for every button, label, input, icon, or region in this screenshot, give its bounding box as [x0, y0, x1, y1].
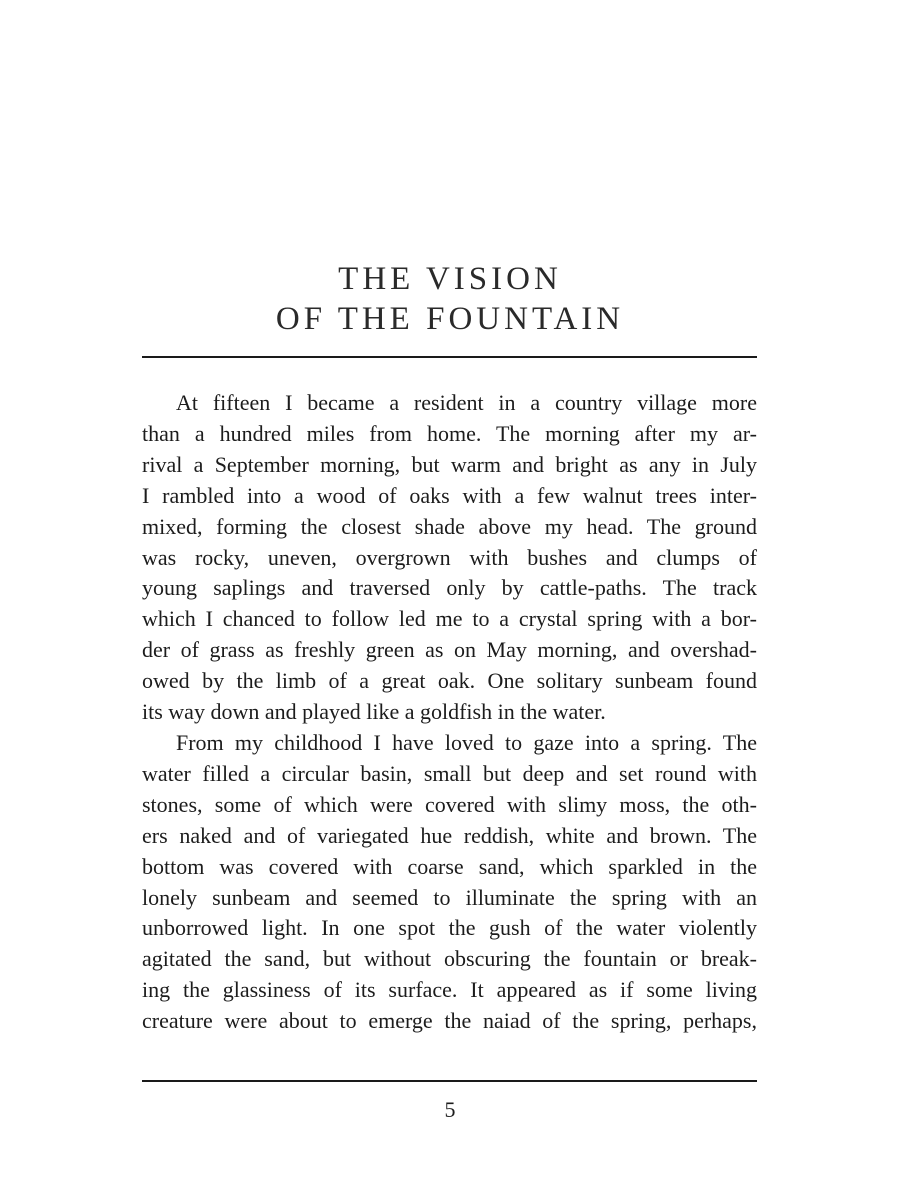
title-divider — [142, 356, 757, 358]
text-line: mixed, forming the closest shade above my head. The ground — [142, 513, 757, 539]
text-line: was rocky, uneven, overgrown with bushes and clumps of — [142, 544, 757, 570]
text-line: creature were about to emerge the naiad of the spring, perhaps, — [142, 1008, 757, 1034]
text-line: than a hundred miles from home. The morning after my ar- — [142, 420, 757, 446]
paragraph-2 — [142, 728, 757, 1037]
text-line: rival a September morning, but warm and bright as any in July — [142, 451, 757, 477]
text-line: ing the glassiness of its surface. It appeared as if some living — [142, 977, 757, 1003]
text-line: young saplings and traversed only by cattle-paths. The track — [142, 575, 757, 601]
text-line: stones, some of which were covered with slimy moss, the oth- — [142, 791, 757, 817]
text-line: unborrowed light. In one spot the gush of the water violently — [142, 915, 757, 941]
text-line: I rambled into a wood of oaks with a few walnut trees inter- — [142, 482, 757, 508]
text-line: owed by the limb of a great oak. One solitary sunbeam found — [142, 668, 757, 694]
text-line: At fifteen I became a resident in a country village more — [176, 390, 757, 415]
text-line: which I chanced to follow led me to a crystal spring with a bor- — [142, 606, 757, 632]
text-line: its way down and played like a goldfish in the water. — [142, 699, 606, 725]
text-line: agitated the sand, but without obscuring the fountain or break- — [142, 946, 757, 972]
chapter-body — [142, 388, 757, 1037]
text-line: lonely sunbeam and seemed to illuminate the spring with an — [142, 884, 757, 910]
chapter-title-line-2: OF THE FOUNTAIN — [275, 301, 625, 337]
page-number: 5 — [444, 1097, 456, 1122]
text-line: ers naked and of variegated hue reddish, white and brown. The — [142, 822, 757, 848]
text-line: From my childhood I have loved to gaze into a spring. The — [176, 729, 757, 755]
chapter-title-line-1: THE VISION — [338, 261, 562, 297]
paragraph-1 — [142, 388, 757, 728]
text-line: bottom was covered with coarse sand, which sparkled in the — [142, 853, 757, 879]
text-line: water filled a circular basin, small but deep and set round with — [142, 760, 757, 786]
footer-divider — [142, 1080, 757, 1082]
text-line: der of grass as freshly green as on May morning, and overshad- — [142, 637, 757, 663]
